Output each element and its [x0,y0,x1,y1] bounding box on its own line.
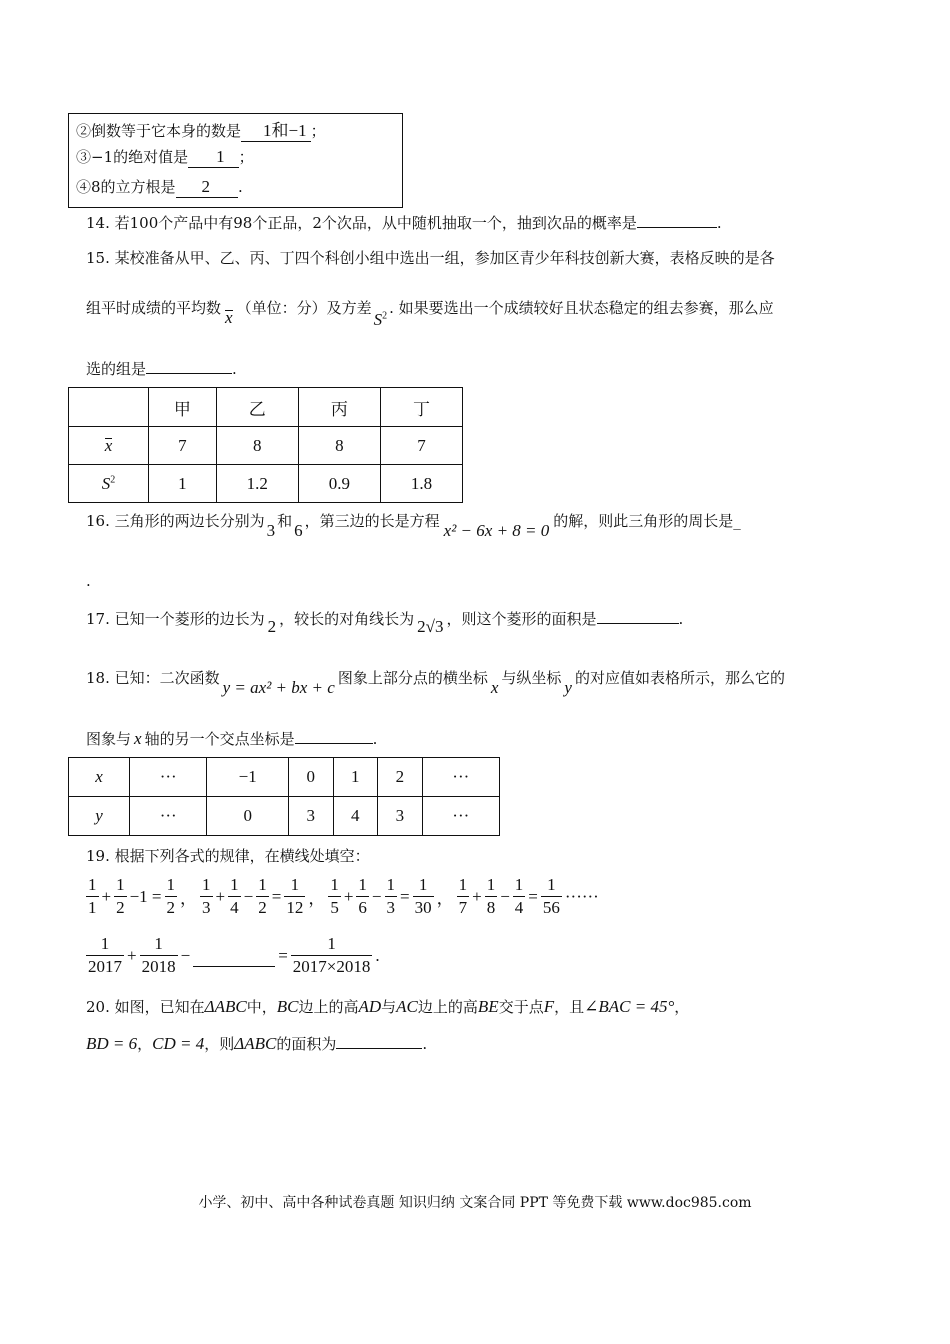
question-17: 17. 已知一个菱形的边长为 2 ，较长的对角线长为 2√3 ，则这个菱形的面积是 . [86,610,684,636]
table-cell [69,427,149,465]
q17-text-a: 17. 已知一个菱形的边长为 [86,610,265,628]
triangle-abc: ΔABC [204,997,247,1016]
number-6: 6 [294,521,303,540]
segment-ac: AC [396,997,418,1016]
q18-text-a: 18. 已知：二次函数 [86,669,220,687]
fraction [86,933,124,978]
q20-text: ， [674,998,690,1016]
q20-text: 边上的高 [298,998,359,1016]
table-cell [69,797,130,836]
denominator: 2018 [141,957,176,976]
box-line-1-text: ②倒数等于它本身的数是 [76,122,242,140]
segment-be: BE [477,997,499,1016]
table-row [69,465,463,503]
question-14: 14. 若100个产品中有98个正品，2个次品，从中随机抽取一个，抽到次品的概率是 . [86,214,722,232]
numerator: 1 [140,933,178,956]
table-cell: ··· [422,758,499,797]
fraction: $\frac{1}{4}$ [230,875,239,917]
answer-blank [597,609,679,624]
question-15-line-3: 选的组是 . [86,360,237,378]
q16-text-c: 的解，则此三角形的周长是_ [553,512,741,530]
q20-text: ，且 [554,998,585,1016]
answer-blank [637,213,717,228]
pattern-question: $\frac{1}{2017}$ + $\frac{1}{2018}$ − = $\frac{1}{2017\times 2018}$ . [88,934,380,976]
box-line-3-text: ④8的立方根是 [76,178,176,196]
table-cell [69,388,149,427]
table-cell: −1 [207,758,289,797]
box-line-1-answer: 1和−1 [241,116,311,142]
answer-blank [146,359,232,374]
answer-blank [295,729,373,744]
question-14-text: 14. 若100个产品中有98个正品，2个次品，从中随机抽取一个，抽到次品的概率是 [86,214,637,232]
q18-text-b: 图象上部分点的横坐标 [337,669,488,687]
q16-text-a: 16. 三角形的两边长分别为 [86,512,265,530]
x-variable: x [95,767,103,786]
question-15-line-2 [86,297,774,330]
question-19-title: 19. 根据下列各式的规律，在横线处填空： [86,847,370,865]
table-row [69,758,500,797]
fraction: $\frac{1}{12}$ [286,875,304,917]
table-cell: 丙 [298,388,380,427]
q20-text: 边上的高 [417,998,478,1016]
table-cell: 1.8 [380,465,462,503]
fraction: $\frac{1}{2}$ [116,875,125,917]
fraction: $\frac{1}{3}$ [386,875,395,917]
segment-ad: AD [358,997,382,1016]
question-20-line-2: BD = 6，CD = 4，则ΔABC的面积为 . [86,1034,428,1053]
q20-text: ，则 [204,1035,235,1053]
side-length: 2 [267,617,277,636]
q20-text: 中， [246,998,277,1016]
s-letter: S [101,473,111,493]
fraction: $\frac{1}{56}$ [542,875,560,917]
table-cell: ··· [422,797,499,836]
q15-text-a: 组平时成绩的平均数 [86,299,222,317]
q20-text: 20. 如图，已知在 [86,998,205,1016]
table-cell: 1.2 [216,465,298,503]
q15-text-d: 选的组是 [86,360,147,378]
table-cell: 8 [298,427,380,465]
fraction: $\frac{1}{30}$ [414,875,432,917]
q20-text: ， [137,1035,153,1053]
fraction [291,933,373,978]
q16-and: 和 [277,512,293,530]
q15-text-c: . 如果要选出一个成绩较好且状态稳定的组去参赛，那么应 [389,299,774,317]
table-cell: 8 [216,427,298,465]
s-letter: S [373,310,383,329]
table-cell: 0 [289,758,334,797]
ellipsis: ······ [564,886,599,906]
table-cell: 甲 [149,388,217,427]
table-cell: 2 [378,758,423,797]
fraction: $\frac{1}{2}$ [166,875,176,917]
table-cell: 乙 [216,388,298,427]
table-cell: 4 [333,797,378,836]
length-cd: CD = 4 [152,1034,205,1053]
box-line-3-answer: 2 [176,177,239,198]
variance-symbol: $S^2$ [373,310,388,329]
question-18-line-2: 图象与 x 轴的另一个交点坐标是 . [86,729,378,748]
y-variable: y [564,678,572,697]
fraction: $\frac{1}{4}$ [514,875,524,917]
quadratic-equation: x² − 6x + 8 = 0 [443,521,550,540]
box-line-2-answer: 1 [188,147,239,168]
fraction: $\frac{1}{5}$ [330,875,339,917]
table-row [69,797,500,836]
q18-text-e: 图象与 [86,730,132,748]
q16-text-b: ，第三边的长是方程 [304,512,440,530]
table-cell: 3 [289,797,334,836]
q17-text-b: ，较长的对角线长为 [279,610,415,628]
triangle-abc: ΔABC [234,1034,277,1053]
xbar-symbol: x [225,308,233,327]
fraction: $\frac{1}{2}$ [258,875,267,917]
table-cell: 1 [333,758,378,797]
table-cell: 7 [380,427,462,465]
q20-text: 的面积为 [276,1035,337,1053]
question-15-line-1: 15. 某校准备从甲、乙、丙、丁四个科创小组中选出一组，参加区青少年科技创新大赛，表格反映的是各 [86,249,775,267]
box-line-3: ④8的立方根是 2 . [76,177,243,196]
q18-text-f: 轴的另一个交点坐标是 [144,730,295,748]
function-values-table [68,757,500,836]
box-line-1: ②倒数等于它本身的数是 1和−1 ； [76,116,326,142]
q20-text: 交于点 [498,998,544,1016]
denominator: 2017 [88,957,122,976]
x-variable: x [134,729,142,748]
table-row [69,427,463,465]
fraction: $\frac{1}{3}$ [202,875,211,917]
point-f: F [543,997,555,1016]
fraction [140,933,178,978]
fraction: $\frac{1}{6}$ [358,875,367,917]
numerator: 1 [86,933,124,956]
q20-text: 与 [381,998,397,1016]
x-variable: x [490,678,499,697]
q18-text-c: 与纵坐标 [501,669,562,687]
table-header-row [69,388,463,427]
diagonal-length: 2√3 [417,617,444,636]
number-3: 3 [266,521,276,540]
table-cell: 3 [378,797,423,836]
q16-continuation: . [86,572,91,590]
variance-symbol: $S^2$ [101,473,116,493]
numerator: 1 [291,933,373,956]
answer-blank [336,1034,422,1049]
q18-text-d: 的对应值如表格所示，那么它的 [574,669,785,687]
denominator: 2017×2018 [292,957,371,976]
fraction: $\frac{1}{7}$ [458,875,468,917]
question-16 [86,510,741,541]
answer-blank [193,952,275,967]
question-20-line-1 [86,996,689,1017]
table-cell: 7 [149,427,217,465]
fraction: $\frac{1}{8}$ [486,875,496,917]
question-18-line-1 [86,667,785,698]
table-cell [69,465,149,503]
angle-bac: ∠BAC = 45° [584,997,675,1016]
length-bd: BD = 6 [86,1034,138,1053]
fraction: $\frac{1}{1}$ [88,875,97,917]
scores-table [68,387,463,503]
table-cell: 丁 [380,388,462,427]
y-variable: y [95,806,103,825]
q15-text-b: （单位：分）及方差 [236,299,372,317]
box-line-2: ③−1的绝对值是 1 ； [76,147,254,166]
pattern-formulas: $\frac{1}{1}$ + $\frac{1}{2}$ −1 = $\frac{1}{2}$ ， $\frac{1}{3}$ + $\frac{1}{4}$ − $\frac{1}{2}$ = $\frac{1}{12}$ ， $\frac{1}{5}$ + $\frac{1}{6}$ − $\frac{1}{3}$ = $\frac{1}{30}$ ， $\frac{1}{7}$ + $\frac{1}{8}$ − $\frac{1}{4}$ = $\frac{1}{56}$ ······ [86,874,602,919]
segment-bc: BC [276,997,299,1016]
xbar-symbol: x [104,435,113,455]
table-cell: 0.9 [298,465,380,503]
box-line-2-text: ③−1的绝对值是 [76,148,189,166]
table-cell [69,758,130,797]
page-footer: 小学、初中、高中各种试卷真题 知识归纳 文案合同 PPT 等免费下载 www.doc985.com [198,1195,752,1211]
q17-text-c: ，则这个菱形的面积是 [446,610,597,628]
table-cell: ··· [130,797,207,836]
quadratic-function: y = ax² + bx + c [222,678,335,697]
table-cell: 0 [207,797,289,836]
table-cell: ··· [130,758,207,797]
table-cell: 1 [149,465,217,503]
